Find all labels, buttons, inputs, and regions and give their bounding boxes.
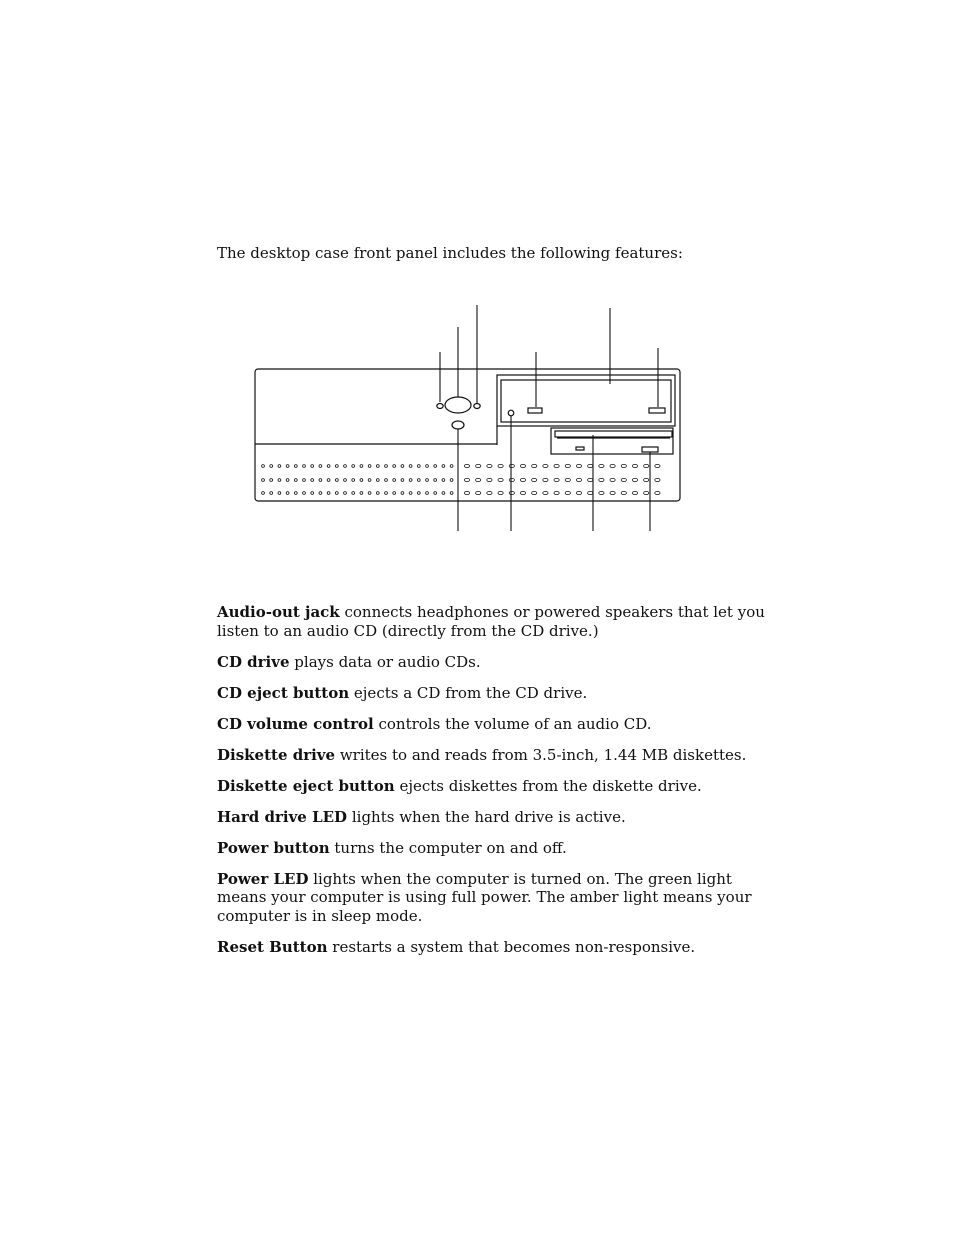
vent-hole bbox=[621, 491, 626, 494]
vent-hole bbox=[262, 479, 265, 482]
vent-hole bbox=[401, 465, 404, 468]
vent-hole bbox=[543, 491, 548, 494]
feature-cd-drive: CD drive plays data or audio CDs. bbox=[217, 652, 481, 671]
drive-bay-frame bbox=[497, 375, 675, 426]
vent-hole bbox=[385, 465, 388, 468]
vent-hole bbox=[655, 464, 660, 467]
vent-hole bbox=[588, 491, 593, 494]
vent-hole bbox=[509, 478, 514, 481]
vent-hole bbox=[393, 492, 396, 495]
vent-hole bbox=[464, 464, 469, 467]
vent-hole bbox=[610, 491, 615, 494]
vent-hole bbox=[368, 492, 371, 495]
vent-hole bbox=[319, 479, 322, 482]
feature-power-led: Power LED lights when the computer is turned on. The green light means your computer is using full power. The amber light means your computer is in sleep mode. bbox=[217, 869, 752, 925]
vent-hole bbox=[487, 491, 492, 494]
vent-hole bbox=[335, 492, 338, 495]
vent-hole bbox=[278, 492, 281, 495]
diskette-led bbox=[576, 447, 584, 450]
vent-hole bbox=[270, 465, 273, 468]
vent-hole bbox=[327, 465, 330, 468]
vent-hole bbox=[319, 492, 322, 495]
vent-hole bbox=[303, 492, 306, 495]
front-panel-figure bbox=[245, 300, 695, 540]
vent-hole bbox=[360, 492, 363, 495]
vent-hole bbox=[360, 465, 363, 468]
vent-hole bbox=[401, 479, 404, 482]
vent-hole bbox=[644, 491, 649, 494]
vent-hole bbox=[632, 491, 637, 494]
vent-hole bbox=[476, 491, 481, 494]
vent-hole bbox=[385, 479, 388, 482]
vent-hole bbox=[655, 491, 660, 494]
feature-diskette-drive: Diskette drive writes to and reads from 3.5-inch, 1.44 MB diskettes. bbox=[217, 745, 747, 764]
vent-hole bbox=[442, 465, 445, 468]
vent-hole bbox=[417, 465, 420, 468]
vent-hole bbox=[335, 479, 338, 482]
vent-hole bbox=[554, 491, 559, 494]
vent-hole bbox=[599, 464, 604, 467]
vent-hole bbox=[417, 479, 420, 482]
vent-hole bbox=[498, 464, 503, 467]
vent-hole bbox=[532, 464, 537, 467]
feature-description-list bbox=[217, 603, 777, 969]
vent-hole bbox=[335, 465, 338, 468]
vent-hole bbox=[610, 478, 615, 481]
vent-hole bbox=[426, 479, 429, 482]
vent-hole bbox=[644, 478, 649, 481]
diskette-slot bbox=[555, 431, 672, 437]
vent-hole bbox=[401, 492, 404, 495]
reset-button bbox=[452, 421, 464, 429]
feature-power-button: Power button turns the computer on and off. bbox=[217, 838, 567, 857]
vent-hole bbox=[434, 492, 437, 495]
audio-out-jack bbox=[508, 410, 514, 416]
vent-hole bbox=[554, 478, 559, 481]
vent-hole bbox=[286, 465, 289, 468]
hard-drive-led bbox=[474, 404, 480, 409]
power-button bbox=[445, 397, 471, 413]
vent-hole bbox=[576, 464, 581, 467]
vent-hole bbox=[442, 492, 445, 495]
vent-hole bbox=[294, 479, 297, 482]
vent-hole bbox=[532, 478, 537, 481]
vent-hole bbox=[417, 492, 420, 495]
feature-diskette-eject-button: Diskette eject button ejects diskettes from the diskette drive. bbox=[217, 776, 702, 795]
vent-hole bbox=[655, 478, 660, 481]
vent-hole bbox=[286, 479, 289, 482]
vent-hole bbox=[543, 478, 548, 481]
vent-hole bbox=[543, 464, 548, 467]
diskette-eject-button bbox=[642, 447, 658, 452]
vent-hole bbox=[610, 464, 615, 467]
vent-hole bbox=[434, 465, 437, 468]
cd-eject-button bbox=[528, 408, 542, 413]
vent-hole bbox=[311, 479, 314, 482]
vent-hole bbox=[632, 464, 637, 467]
vent-hole bbox=[599, 491, 604, 494]
vent-hole bbox=[588, 464, 593, 467]
vent-hole bbox=[385, 492, 388, 495]
vent-hole bbox=[588, 478, 593, 481]
vent-hole bbox=[409, 479, 412, 482]
vent-hole bbox=[487, 464, 492, 467]
intro-text: The desktop case front panel includes the following features: bbox=[217, 244, 683, 262]
front-panel-illustration bbox=[245, 300, 695, 540]
vent-hole bbox=[576, 491, 581, 494]
feature-hard-drive-led: Hard drive LED lights when the hard drive is active. bbox=[217, 807, 626, 826]
vent-hole bbox=[464, 478, 469, 481]
cd-volume-control bbox=[649, 408, 665, 413]
vent-hole bbox=[376, 479, 379, 482]
feature-cd-eject-button: CD eject button ejects a CD from the CD drive. bbox=[217, 683, 588, 702]
vent-hole bbox=[442, 479, 445, 482]
vent-hole bbox=[520, 464, 525, 467]
vent-hole bbox=[352, 492, 355, 495]
vent-hole bbox=[464, 491, 469, 494]
vent-hole bbox=[565, 464, 570, 467]
vent-hole bbox=[409, 465, 412, 468]
vent-hole bbox=[360, 479, 363, 482]
vent-hole bbox=[368, 465, 371, 468]
vent-hole bbox=[632, 478, 637, 481]
vent-hole bbox=[426, 465, 429, 468]
vent-hole bbox=[599, 478, 604, 481]
vent-hole bbox=[270, 492, 273, 495]
vent-hole bbox=[576, 478, 581, 481]
vent-hole bbox=[565, 478, 570, 481]
vent-hole bbox=[262, 465, 265, 468]
vent-hole bbox=[450, 465, 453, 468]
callout-lines bbox=[440, 305, 658, 531]
vent-hole bbox=[344, 479, 347, 482]
vent-hole bbox=[393, 465, 396, 468]
vent-hole bbox=[278, 465, 281, 468]
vent-hole bbox=[352, 465, 355, 468]
vent-hole bbox=[434, 479, 437, 482]
vent-hole bbox=[509, 464, 514, 467]
vent-hole bbox=[426, 492, 429, 495]
diskette-drive bbox=[551, 428, 673, 454]
vent-hole bbox=[450, 492, 453, 495]
vent-hole bbox=[303, 479, 306, 482]
vent-hole bbox=[278, 479, 281, 482]
vent-hole bbox=[352, 479, 355, 482]
cd-drive bbox=[501, 380, 671, 422]
vent-hole bbox=[393, 479, 396, 482]
vent-hole bbox=[476, 478, 481, 481]
vent-hole bbox=[376, 492, 379, 495]
vent-holes bbox=[262, 464, 660, 494]
vent-hole bbox=[450, 479, 453, 482]
vent-hole bbox=[344, 492, 347, 495]
feature-audio-out-jack: Audio-out jack connects headphones or powered speakers that let you listen to an audio CD (directly from the CD drive.) bbox=[217, 603, 765, 640]
vent-hole bbox=[294, 465, 297, 468]
feature-cd-volume-control: CD volume control controls the volume of an audio CD. bbox=[217, 714, 652, 733]
vent-hole bbox=[644, 464, 649, 467]
vent-hole bbox=[294, 492, 297, 495]
vent-hole bbox=[520, 491, 525, 494]
vent-hole bbox=[409, 492, 412, 495]
vent-hole bbox=[509, 491, 514, 494]
vent-hole bbox=[621, 464, 626, 467]
vent-hole bbox=[327, 479, 330, 482]
vent-hole bbox=[311, 465, 314, 468]
vent-hole bbox=[262, 492, 265, 495]
vent-hole bbox=[532, 491, 537, 494]
vent-hole bbox=[368, 479, 371, 482]
vent-hole bbox=[498, 491, 503, 494]
vent-hole bbox=[327, 492, 330, 495]
vent-hole bbox=[344, 465, 347, 468]
vent-hole bbox=[498, 478, 503, 481]
power-led bbox=[437, 404, 443, 409]
vent-hole bbox=[303, 465, 306, 468]
feature-reset-button: Reset Button restarts a system that becomes non-responsive. bbox=[217, 937, 696, 956]
vent-hole bbox=[311, 492, 314, 495]
vent-hole bbox=[554, 464, 559, 467]
vent-hole bbox=[520, 478, 525, 481]
vent-hole bbox=[319, 465, 322, 468]
vent-hole bbox=[565, 491, 570, 494]
vent-hole bbox=[286, 492, 289, 495]
vent-hole bbox=[621, 478, 626, 481]
vent-hole bbox=[376, 465, 379, 468]
vent-hole bbox=[476, 464, 481, 467]
vent-hole bbox=[270, 479, 273, 482]
vent-hole bbox=[487, 478, 492, 481]
